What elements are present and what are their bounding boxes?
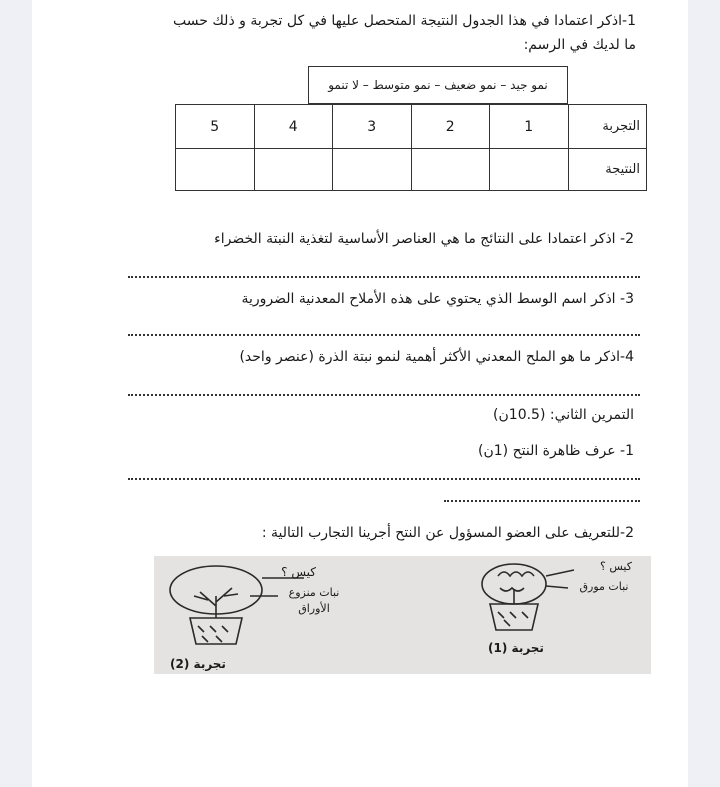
exp2-label: تجربة (2) xyxy=(170,657,226,671)
ex2-q1-text: 1- عرف ظاهرة النتح (1ن) xyxy=(478,443,634,459)
q1-line1: 1-اذكر اعتمادا في هذا الجدول النتيجة المتحصل عليها في كل تجربة و ذلك حسب xyxy=(173,13,636,29)
worksheet-page xyxy=(32,0,688,787)
exp1-annot-bag: كيس ؟ xyxy=(600,560,632,573)
answer-line-q4[interactable] xyxy=(128,394,640,396)
answer-line-q3[interactable] xyxy=(128,334,640,336)
exp1-annot-plant: نبات مورق xyxy=(579,580,629,593)
legend-text: نمو جيد – نمو ضعيف – نمو متوسط – لا تنمو xyxy=(328,78,548,92)
legend-box xyxy=(308,66,568,104)
exp2-annot-plant: نبات منزوع xyxy=(288,586,340,599)
table-row xyxy=(176,105,647,149)
exercise2-title: التمرين الثاني: (10.5ن) xyxy=(493,407,634,423)
experiment-photo xyxy=(154,556,651,674)
ex2-q2-text: 2-للتعريف على العضو المسؤول عن النتح أجرينا التجارب التالية : xyxy=(261,525,634,541)
table-cell-1: 1 xyxy=(490,105,569,149)
answer-line-ex2-q1[interactable] xyxy=(128,478,640,480)
result-cell-4[interactable] xyxy=(254,149,333,191)
table-row xyxy=(176,149,647,191)
q1-line2: ما لديك في الرسم: xyxy=(523,37,636,53)
exp2-annot-leaves: الأوراق xyxy=(298,602,330,615)
result-cell-5[interactable] xyxy=(176,149,255,191)
answer-line-q2[interactable] xyxy=(128,276,640,278)
q4-text: 4-اذكر ما هو الملح المعدني الأكثر أهمية لنمو نبتة الذرة (عنصر واحد) xyxy=(239,349,634,365)
row-label-experiment: التجربة xyxy=(568,105,647,149)
table-cell-2: 2 xyxy=(411,105,490,149)
experiment-drawing xyxy=(154,556,651,674)
q3-text: 3- اذكر اسم الوسط الذي يحتوي على هذه الأملاح المعدنية الضرورية xyxy=(241,291,634,307)
exp2-annot-bag: كيس ؟ xyxy=(281,565,316,579)
row-label-result: النتيجة xyxy=(568,149,647,191)
result-cell-3[interactable] xyxy=(333,149,412,191)
table-cell-3: 3 xyxy=(333,105,412,149)
result-cell-1[interactable] xyxy=(490,149,569,191)
table-cell-5: 5 xyxy=(176,105,255,149)
exp1-label: تجربة (1) xyxy=(488,641,544,655)
result-cell-2[interactable] xyxy=(411,149,490,191)
q2-text: 2- اذكر اعتمادا على النتائج ما هي العناصر الأساسية لتغذية النبتة الخضراء xyxy=(214,231,634,247)
table-cell-4: 4 xyxy=(254,105,333,149)
answer-line-ex2-q1-b[interactable] xyxy=(444,500,640,502)
results-table xyxy=(175,104,647,191)
